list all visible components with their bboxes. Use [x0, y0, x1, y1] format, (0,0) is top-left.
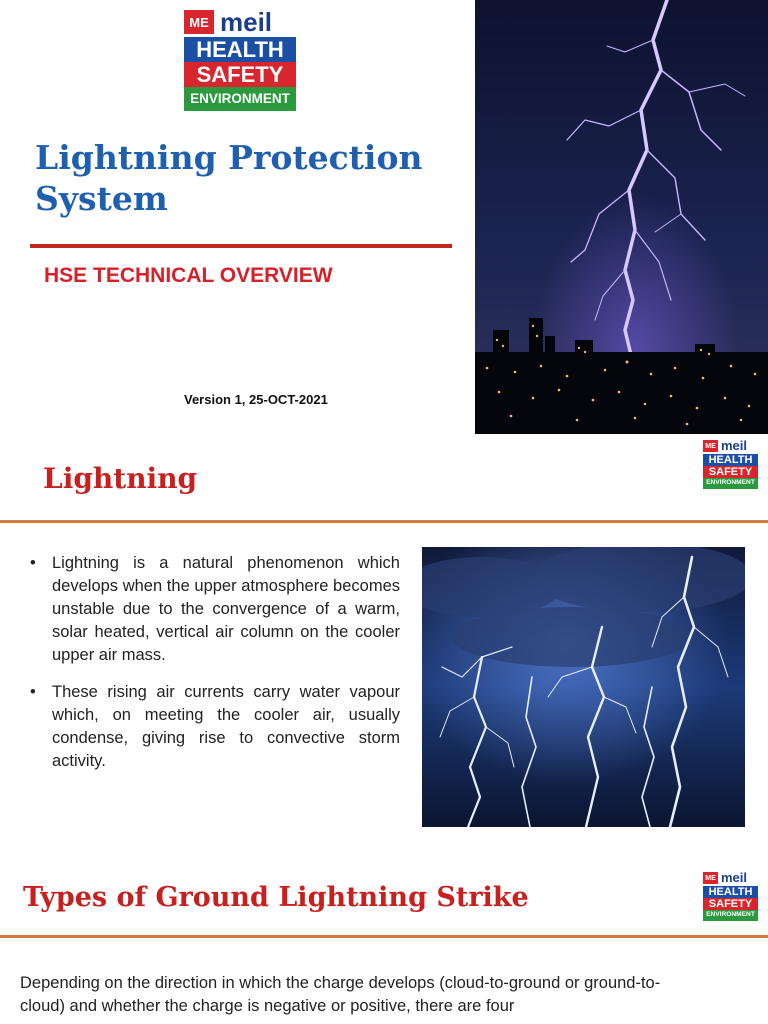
logo-safety: SAFETY [703, 898, 758, 910]
bullet-item: • Lightning is a natural phenomenon which develops when the upper atmosphere becomes unstable due to the convergence of a warm, solar heated, vertical air column on the cooler upper air mass. [30, 554, 400, 664]
slide1-version: Version 1, 25-OCT-2021 [184, 392, 328, 407]
slide2-title: Lightning [43, 462, 198, 495]
logo-mark: ME [703, 872, 718, 884]
logo-brand: meil [721, 438, 748, 453]
logo-brand: meil [220, 7, 273, 37]
logo-safety: SAFETY [703, 466, 758, 478]
slide1-divider [30, 244, 452, 248]
slide3-title: Types of Ground Lightning Strike [23, 882, 529, 913]
slide2-divider [0, 520, 768, 523]
meil-hse-logo-small [703, 440, 758, 489]
slide1-subtitle: HSE TECHNICAL OVERVIEW [44, 264, 333, 287]
slide3-divider [0, 935, 768, 938]
bullet-text: These rising air currents carry water vapour which, on meeting the cooler air, usually condense, giving rise to convective storm activity. [52, 683, 400, 770]
slide1-title [35, 137, 465, 219]
storm-lightning-photo [422, 547, 745, 827]
lightning-city-photo [475, 0, 768, 434]
meil-hse-logo [184, 7, 296, 111]
bullet-text: Lightning is a natural phenomenon which develops when the upper atmosphere becomes unstable due to the convergence of a warm, solar heated, vertical air column on the cooler upper air mass. [52, 554, 400, 664]
slide3-body: Depending on the direction in which the charge develops (cloud-to-ground or ground-to-cloud) and whether the charge is negative or positive, there are four [20, 974, 661, 1015]
logo-safety: SAFETY [184, 62, 296, 87]
bullet-item: • These rising air currents carry water vapour which, on meeting the cooler air, usually condense, giving rise to convective storm activity. [30, 683, 400, 770]
logo-health: HEALTH [703, 886, 758, 898]
logo-mark: ME [184, 10, 214, 34]
slide2-bullets [22, 552, 400, 787]
meil-hse-logo-small [703, 872, 758, 921]
slide-lightning [0, 434, 768, 846]
slide-title [0, 0, 768, 434]
slide-types [0, 846, 768, 1024]
slide1-title-line2: System [35, 179, 168, 218]
logo-environment: ENVIRONMENT [703, 910, 758, 921]
logo-brand: meil [721, 870, 748, 885]
logo-health: HEALTH [184, 37, 296, 62]
logo-health: HEALTH [703, 454, 758, 466]
slide1-title-line1: Lightning Protection [35, 138, 423, 177]
logo-mark: ME [703, 440, 718, 452]
logo-environment: ENVIRONMENT [703, 478, 758, 489]
logo-environment: ENVIRONMENT [184, 87, 296, 111]
